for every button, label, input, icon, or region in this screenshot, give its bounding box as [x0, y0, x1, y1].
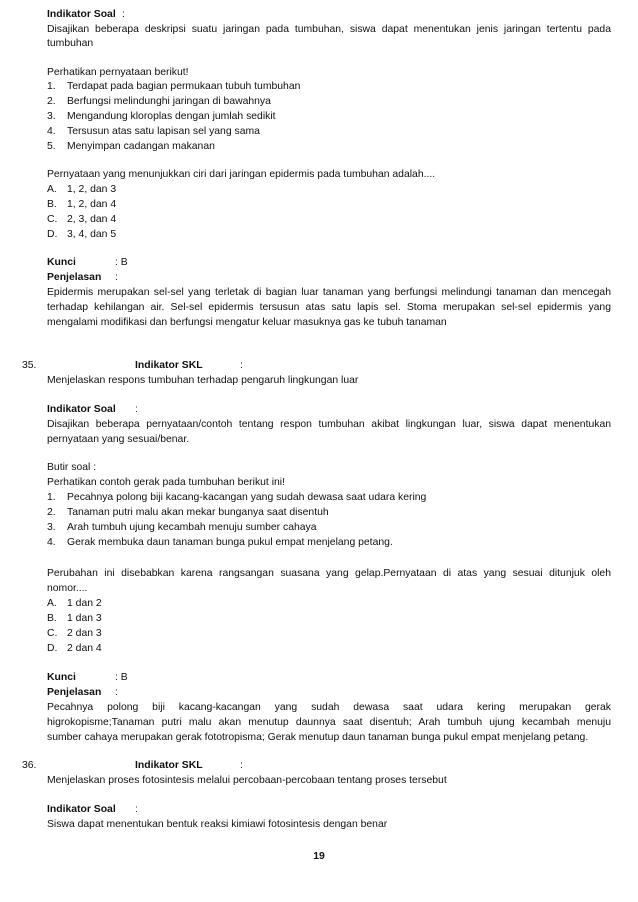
indikator-soal-heading: [47, 803, 611, 817]
indikator-soal-heading: [47, 8, 611, 22]
question-number: 35.: [22, 360, 37, 371]
answer-option: C. 2 dan 3: [47, 628, 102, 639]
indikator-soal-text-cont: tumbuhan: [47, 38, 94, 49]
kunci-value: : B: [115, 672, 128, 683]
butir-soal-label: Butir soal :: [47, 462, 97, 473]
statement-intro: Perhatikan pernyataan berikut!: [47, 67, 189, 78]
answer-option: D. 2 dan 4: [47, 643, 102, 654]
kunci-label: Kunci: [47, 672, 76, 683]
question-text: Perubahan ini disebabkan karena rangsangan suasana yang gelap.Pernyataan di atas yang sesuai ditunjuk oleh: [47, 568, 611, 579]
kunci-label: Kunci: [47, 257, 76, 268]
indikator-soal-text: Disajikan beberapa pernyataan/contoh tentang respon tumbuhan akibat lingkungan luar, siswa dapat menentukan: [47, 419, 611, 430]
list-item: 1. Terdapat pada bagian permukaan tubuh tumbuhan: [47, 81, 301, 92]
penjelasan-text: Epidermis merupakan sel-sel yang terletak di bagian luar tanaman yang berfungsi melindungi tanaman dan mencegah: [47, 287, 611, 298]
penjelasan-label: Penjelasan: [47, 687, 102, 698]
colon: :: [240, 360, 243, 371]
answer-option: D. 3, 4, dan 5: [47, 229, 117, 240]
penjelasan-row: [47, 271, 611, 285]
indikator-soal-heading: [47, 403, 611, 417]
answer-option: C. 2, 3, dan 4: [47, 214, 117, 225]
indikator-skl-label: Indikator SKL: [135, 360, 203, 371]
kunci-row: [47, 671, 611, 685]
list-item: 4. Gerak membuka daun tanaman bunga pukul empat menjelang petang.: [47, 537, 393, 548]
list-item: 3. Mengandung kloroplas dengan jumlah sedikit: [47, 111, 276, 122]
penjelasan-text: terhadap kehilangan air. Sel-sel epidermis tersusun atas satu lapis sel. Stoma merupakan sel-sel epidermis yang: [47, 302, 611, 313]
kunci-row: [47, 256, 611, 270]
list-item: 2. Berfungsi melindunghi jaringan di bawahnya: [47, 96, 271, 107]
question-number: 36.: [22, 760, 37, 771]
colon: :: [135, 804, 138, 815]
answer-option: A. 1, 2, dan 3: [47, 184, 117, 195]
colon: :: [115, 687, 118, 698]
page-number: 19: [313, 851, 325, 862]
penjelasan-text: Pecahnya polong biji kacang-kacangan yang sudah dewasa saat udara kering merupakan gerak: [47, 702, 611, 713]
indikator-soal-label: Indikator Soal: [47, 404, 116, 415]
colon: :: [240, 760, 243, 771]
penjelasan-label: Penjelasan: [47, 272, 102, 283]
penjelasan-text: higrokopisme;Tanaman putri malu akan menutup daunnya saat disentuh; Arah tumbuh ujung kecambah menuju: [47, 717, 611, 728]
list-item: 1. Pecahnya polong biji kacang-kacangan yang sudah dewasa saat udara kering: [47, 492, 427, 503]
indikator-soal-label: Indikator Soal: [47, 9, 116, 20]
statement-intro: Perhatikan contoh gerak pada tumbuhan berikut ini!: [47, 477, 285, 488]
list-item: 3. Arah tumbuh ujung kecambah menuju sumber cahaya: [47, 522, 317, 533]
indikator-soal-label: Indikator Soal: [47, 804, 116, 815]
indikator-soal-text: Siswa dapat menentukan bentuk reaksi kimiawi fotosintesis dengan benar: [47, 819, 388, 830]
indikator-skl-text: Menjelaskan proses fotosintesis melalui percobaan-percobaan tentang proses tersebut: [47, 775, 447, 786]
penjelasan-text: sumber cahaya merupakan gerak fototropisma; Gerak menutup daun tanaman bunga pukul empat menjelang petang.: [47, 732, 589, 743]
list-item: 5. Menyimpan cadangan makanan: [47, 141, 215, 152]
answer-option: B. 1 dan 3: [47, 613, 102, 624]
colon: :: [135, 404, 138, 415]
question-text: Pernyataan yang menunjukkan ciri dari jaringan epidermis pada tumbuhan adalah....: [47, 169, 436, 180]
penjelasan-text: mengalami modifikasi dan berfungsi mengatur keluar masuknya gas ke tubuh tanaman: [47, 317, 447, 328]
indikator-skl-label: Indikator SKL: [135, 760, 203, 771]
indikator-skl-text: Menjelaskan respons tumbuhan terhadap pengaruh lingkungan luar: [47, 375, 359, 386]
penjelasan-row: [47, 686, 611, 700]
question-text-cont: nomor....: [47, 583, 88, 594]
list-item: 4. Tersusun atas satu lapisan sel yang sama: [47, 126, 260, 137]
answer-option: B. 1, 2, dan 4: [47, 199, 117, 210]
kunci-value: : B: [115, 257, 128, 268]
colon: :: [115, 272, 118, 283]
indikator-soal-text: Disajikan beberapa deskripsi suatu jaringan pada tumbuhan, siswa dapat menentukan jenis jaringan tertentu pada: [47, 24, 611, 35]
indikator-soal-text-cont: pernyataan yang sesuai/benar.: [47, 434, 190, 445]
list-item: 2. Tanaman putri malu akan mekar bunganya saat disentuh: [47, 507, 329, 518]
answer-option: A. 1 dan 2: [47, 598, 102, 609]
colon: :: [122, 9, 125, 20]
